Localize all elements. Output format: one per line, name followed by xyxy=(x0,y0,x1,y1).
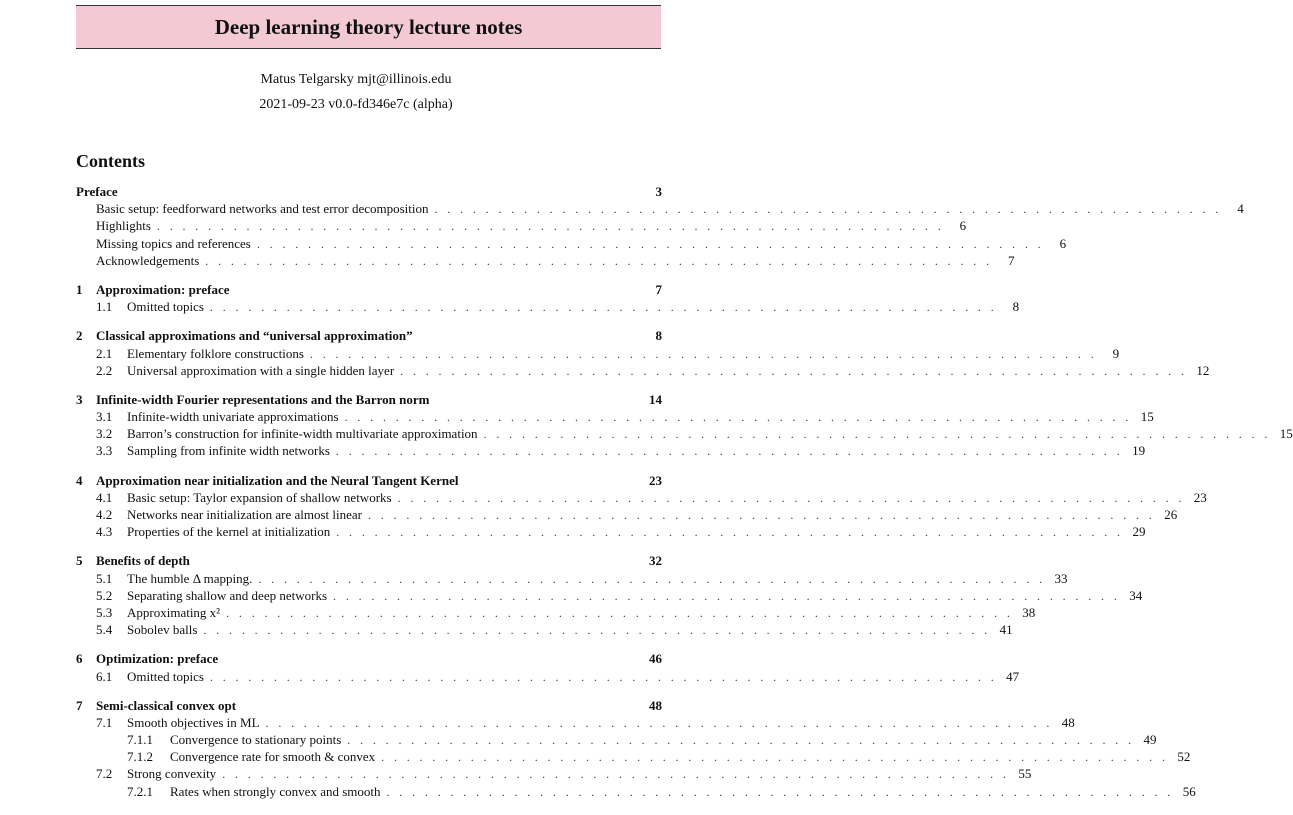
toc-chapter-7[interactable] xyxy=(76,697,662,714)
toc-entry-title: Omitted topics xyxy=(127,299,204,315)
toc-page-number: 8 xyxy=(655,328,662,344)
toc-entry-number: 3.2 xyxy=(96,426,113,442)
toc-preface-item[interactable]: Highlights . . . . . . . . . . . . . . . . . . . . . . . . . . . . . . . . . . . . . . . . . . . . . . . . . . . . . . . . . . . . . . 6 xyxy=(96,218,967,234)
toc-entry-title: Omitted topics xyxy=(127,668,204,684)
toc-entry-title: Infinite-width Fourier representations and the Barron norm xyxy=(96,391,430,407)
toc-entry-title: Approximation: preface xyxy=(96,281,230,297)
toc-entry-number: 5.1 xyxy=(96,570,113,586)
toc-entry-title: Basic setup: Taylor expansion of shallow networks xyxy=(127,489,392,505)
toc-page-number: 12 xyxy=(1196,362,1210,378)
toc-section-5-4[interactable]: 5.4 Sobolev balls . . . . . . . . . . . . . . . . . . . . . . . . . . . . . . . . . . . . . . . . . . . . . . . . . . . . . . . . . . . . . . 41 xyxy=(96,622,1013,638)
toc-entry-title: Optimization: preface xyxy=(96,651,219,667)
toc-page-number: 38 xyxy=(1022,604,1036,620)
toc-entry-title: Sampling from infinite width networks xyxy=(127,443,330,459)
toc-section-5-2[interactable]: 5.2 Separating shallow and deep networks . . . . . . . . . . . . . . . . . . . . . . . . . . . . . . . . . . . . . . . . . . . . . . . . . . . . . . . . . . . . . . 34 xyxy=(96,587,1143,603)
toc-chapter-1[interactable] xyxy=(76,281,662,298)
toc-section-7-2[interactable]: 7.2 Strong convexity . . . . . . . . . . . . . . . . . . . . . . . . . . . . . . . . . . . . . . . . . . . . . . . . . . . . . . . . . . . . . . 55 xyxy=(96,766,1032,782)
toc-entry-number: 3.1 xyxy=(96,409,113,425)
toc-entry-title: Networks near initialization are almost linear xyxy=(127,507,362,522)
toc-entry-number: 7.2 xyxy=(96,766,113,782)
toc-page-number: 9 xyxy=(1112,345,1120,361)
toc-page-number: 6 xyxy=(959,218,967,234)
toc-entry-number: 4.1 xyxy=(96,489,113,505)
toc-entry-number: 5.2 xyxy=(96,587,113,603)
author-line: Matus Telgarsky mjt@illinois.edu xyxy=(260,72,452,87)
toc-section-3-2[interactable]: 3.2 Barron’s construction for infinite-width multivariate approximation . . . . . . . . . . . . . . . . . . . . . . . . . . . . . . . . . . . . . . . . . . . . . . . . . . . . . . . . . . . . . . 15 xyxy=(96,426,1293,442)
toc-entry-number: 3 xyxy=(76,391,83,407)
toc-section-7-1-1[interactable]: 7.1.1 Convergence to stationary points . . . . . . . . . . . . . . . . . . . . . . . . . . . . . . . . . . . . . . . . . . . . . . . . . . . . . . . . . . . . . . 49 xyxy=(127,732,1157,748)
toc-entry-number: 4 xyxy=(76,472,83,488)
toc-page-number: 23 xyxy=(1193,489,1207,505)
toc-page-number: 7 xyxy=(655,281,662,297)
toc-preface-item[interactable]: Acknowledgements . . . . . . . . . . . . . . . . . . . . . . . . . . . . . . . . . . . . . . . . . . . . . . . . . . . . . . . . . . . . . . 7 xyxy=(96,252,1015,268)
toc-entry-title: Strong convexity xyxy=(127,766,217,782)
toc-preface-item[interactable]: Missing topics and references . . . . . . . . . . . . . . . . . . . . . . . . . . . . . . . . . . . . . . . . . . . . . . . . . . . . . . . . . . . . . . 6 xyxy=(96,235,1067,251)
toc-page-number: 56 xyxy=(1182,783,1196,799)
toc-entry-title: Approximating x² xyxy=(127,604,221,620)
toc-entry-number: 2.1 xyxy=(96,345,113,361)
toc-entry-title: The humble Δ mapping. xyxy=(127,570,253,586)
toc-entry-number: 2.2 xyxy=(96,362,113,378)
toc-entry-title: Smooth objectives in ML xyxy=(127,714,260,730)
toc-page-number: 52 xyxy=(1177,749,1191,765)
toc-entry-title: Semi-classical convex opt xyxy=(96,697,237,713)
toc-entry-number: 7.2.1 xyxy=(127,783,153,799)
page-title: Deep learning theory lecture notes xyxy=(214,14,523,39)
toc-page-number: 33 xyxy=(1054,570,1068,586)
toc-section-4-2[interactable]: 4.2 Networks near initialization are almost linear . . . . . . . . . . . . . . . . . . . . . . . . . . . . . . . . . . . . . . . . . . . . . . . . . . . . . . . . . . . . . . 26 xyxy=(96,507,1178,522)
toc-entry-number: 7.1.2 xyxy=(127,749,153,765)
contents-heading: Contents xyxy=(76,151,146,171)
toc-entry-title: Rates when strongly convex and smooth xyxy=(170,783,381,799)
toc-entry-title: Convergence rate for smooth & convex xyxy=(170,749,376,765)
title-banner xyxy=(76,5,661,49)
toc-page-number: 3 xyxy=(655,184,662,199)
table-of-contents xyxy=(76,183,1293,800)
toc-preface[interactable] xyxy=(76,183,662,200)
toc-section-4-3[interactable]: 4.3 Properties of the kernel at initialization . . . . . . . . . . . . . . . . . . . . . . . . . . . . . . . . . . . . . . . . . . . . . . . . . . . . . . . . . . . . . . 29 xyxy=(96,524,1146,540)
toc-section-2-2[interactable]: 2.2 Universal approximation with a single hidden layer . . . . . . . . . . . . . . . . . . . . . . . . . . . . . . . . . . . . . . . . . . . . . . . . . . . . . . . . . . . . . . 12 xyxy=(96,362,1210,378)
toc-entry-number: 7 xyxy=(76,697,83,713)
toc-page-number: 29 xyxy=(1132,524,1146,540)
toc-section-1-1[interactable]: 1.1 Omitted topics . . . . . . . . . . . . . . . . . . . . . . . . . . . . . . . . . . . . . . . . . . . . . . . . . . . . . . . . . . . . . . 8 xyxy=(96,299,1020,315)
toc-chapter-4[interactable] xyxy=(76,472,662,489)
toc-section-6-1[interactable]: 6.1 Omitted topics . . . . . . . . . . . . . . . . . . . . . . . . . . . . . . . . . . . . . . . . . . . . . . . . . . . . . . . . . . . . . . 47 xyxy=(96,668,1020,684)
toc-entry-number: 4.3 xyxy=(96,524,113,540)
toc-page-number: 7 xyxy=(1007,252,1015,268)
toc-entry-number: 1 xyxy=(76,281,83,297)
toc-page-number: 47 xyxy=(1006,668,1020,684)
toc-entry-number: 5.3 xyxy=(96,604,113,620)
toc-page-number: 48 xyxy=(649,697,662,713)
toc-page-number: 55 xyxy=(1018,766,1032,782)
toc-entry-number: 2 xyxy=(76,328,83,344)
preface-items xyxy=(76,200,1244,269)
toc-section-5-3[interactable]: 5.3 Approximating x² . . . . . . . . . . . . . . . . . . . . . . . . . . . . . . . . . . . . . . . . . . . . . . . . . . . . . . . . . . . . . . 38 xyxy=(96,604,1036,620)
version-line: 2021-09-23 v0.0-fd346e7c (alpha) xyxy=(259,97,453,112)
toc-entry-title: Benefits of depth xyxy=(96,553,190,569)
toc-entry-number: 4.2 xyxy=(96,507,113,522)
toc-section-2-1[interactable]: 2.1 Elementary folklore constructions . . . . . . . . . . . . . . . . . . . . . . . . . . . . . . . . . . . . . . . . . . . . . . . . . . . . . . . . . . . . . . 9 xyxy=(96,345,1120,361)
toc-entry-title: Acknowledgements xyxy=(96,252,200,268)
toc-section-7-2-1[interactable]: 7.2.1 Rates when strongly convex and smooth . . . . . . . . . . . . . . . . . . . . . . . . . . . . . . . . . . . . . . . . . . . . . . . . . . . . . . . . . . . . . . 56 xyxy=(127,783,1196,799)
toc-page-number: 32 xyxy=(649,553,662,569)
toc-entry-title: Sobolev balls xyxy=(127,622,198,638)
toc-entry-number: 3.3 xyxy=(96,443,113,459)
toc-section-3-1[interactable]: 3.1 Infinite-width univariate approximations . . . . . . . . . . . . . . . . . . . . . . . . . . . . . . . . . . . . . . . . . . . . . . . . . . . . . . . . . . . . . . 15 xyxy=(96,409,1154,425)
toc-page-number: 8 xyxy=(1012,299,1020,315)
toc-page-number: 34 xyxy=(1129,587,1143,603)
toc-entry-title: Elementary folklore constructions xyxy=(127,345,304,361)
toc-page-number: 19 xyxy=(1132,443,1146,459)
toc-page-number: 15 xyxy=(1140,409,1154,425)
toc-entry-number: 5.4 xyxy=(96,622,113,638)
toc-preface-item[interactable]: Basic setup: feedforward networks and test error decomposition . . . . . . . . . . . . . . . . . . . . . . . . . . . . . . . . . . . . . . . . . . . . . . . . . . . . . . . . . . . . . . 4 xyxy=(96,201,1244,217)
toc-page-number: 4 xyxy=(1237,201,1244,217)
toc-entry-title: Universal approximation with a single hidden layer xyxy=(127,362,395,378)
toc-page-number: 49 xyxy=(1143,732,1157,748)
toc-chapter-6[interactable] xyxy=(76,650,662,667)
toc-entry-title: Classical approximations and “universal approximation” xyxy=(96,328,413,344)
toc-entry-title: Highlights xyxy=(96,218,151,234)
toc-entry-title: Barron’s construction for infinite-width multivariate approximation xyxy=(127,426,478,442)
toc-entry-title: Basic setup: feedforward networks and test error decomposition xyxy=(96,201,429,217)
toc-entry-number: 5 xyxy=(76,553,83,569)
toc-entry-number: 6.1 xyxy=(96,668,113,684)
toc-section-7-1[interactable]: 7.1 Smooth objectives in ML . . . . . . . . . . . . . . . . . . . . . . . . . . . . . . . . . . . . . . . . . . . . . . . . . . . . . . . . . . . . . . 48 xyxy=(96,714,1075,730)
toc-entry-title: Separating shallow and deep networks xyxy=(127,587,328,603)
toc-entry-number: 7.1.1 xyxy=(127,732,153,748)
toc-entry-number: 6 xyxy=(76,651,83,667)
toc-entry-title: Convergence to stationary points xyxy=(170,732,342,748)
toc-page-number: 15 xyxy=(1279,426,1293,442)
toc-page-number: 41 xyxy=(999,622,1013,638)
toc-page-number: 48 xyxy=(1061,714,1075,730)
toc-page-number: 14 xyxy=(649,391,662,407)
toc-page-number: 46 xyxy=(649,651,662,667)
toc-entry-title: Properties of the kernel at initialization xyxy=(127,524,331,540)
toc-chapter-3[interactable] xyxy=(76,391,662,408)
toc-entry-title: Missing topics and references xyxy=(96,235,251,251)
toc-section-4-1[interactable]: 4.1 Basic setup: Taylor expansion of shallow networks . . . . . . . . . . . . . . . . . . . . . . . . . . . . . . . . . . . . . . . . . . . . . . . . . . . . . . . . . . . . . . 23 xyxy=(96,489,1207,505)
chapter-list xyxy=(76,281,1293,800)
toc-section-7-1-2[interactable]: 7.1.2 Convergence rate for smooth & convex . . . . . . . . . . . . . . . . . . . . . . . . . . . . . . . . . . . . . . . . . . . . . . . . . . . . . . . . . . . . . . 52 xyxy=(127,749,1191,765)
toc-entry-number: 1.1 xyxy=(96,299,113,315)
toc-entry-number: 7.1 xyxy=(96,714,113,730)
toc-chapter-5[interactable] xyxy=(76,552,662,569)
toc-page-number: 23 xyxy=(649,472,662,488)
toc-entry-title: Approximation near initialization and the Neural Tangent Kernel xyxy=(96,472,459,488)
toc-chapter-2[interactable] xyxy=(76,327,662,344)
toc-entry-title: Preface xyxy=(76,184,118,199)
toc-page-number: 6 xyxy=(1059,235,1067,251)
toc-section-3-3[interactable]: 3.3 Sampling from infinite width networks . . . . . . . . . . . . . . . . . . . . . . . . . . . . . . . . . . . . . . . . . . . . . . . . . . . . . . . . . . . . . . 19 xyxy=(96,443,1146,459)
toc-page-number: 26 xyxy=(1164,507,1178,522)
toc-section-5-1[interactable]: 5.1 The humble Δ mapping. . . . . . . . . . . . . . . . . . . . . . . . . . . . . . . . . . . . . . . . . . . . . . . . . . . . . . . . . . . . . . . 33 xyxy=(96,570,1068,586)
toc-entry-title: Infinite-width univariate approximations xyxy=(127,409,339,425)
